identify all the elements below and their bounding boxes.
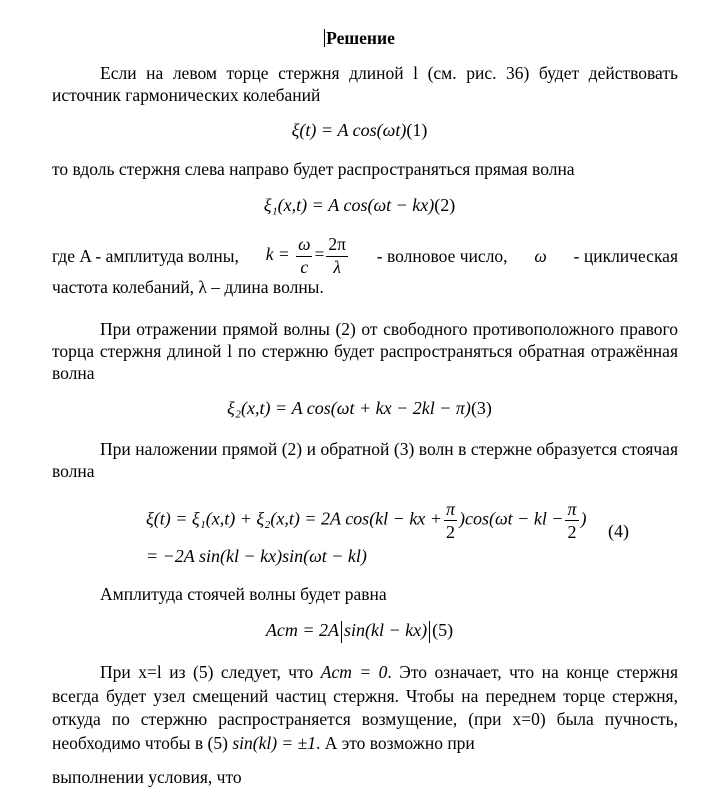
equation-4-part-a: ξ(t) = ξ₁(x,t) + ξ₂(x,t) = 2A cos(kl − kx + [146, 508, 442, 529]
equation-3 [0, 398, 719, 419]
equation-3-expr: ξ₂(x,t) = A cos(ωt + kx − 2kl − π) [227, 398, 471, 418]
equation-5-inner: sin(kl − kx) [344, 620, 428, 640]
equation-5-lhs: Aст = 2A [265, 620, 339, 640]
cut-off-text: выполнении условия, что [52, 767, 242, 787]
equation-2-expr: ξ₁(x,t) = A cos(ωt − kx) [263, 195, 435, 215]
paragraph-1: Если на левом торце стержня длиной l (см. рис. 36) будет действовать источник гармонических колебаний [52, 63, 678, 105]
frac-num: π [567, 499, 577, 519]
paragraph-3-mid: - волновое число, [376, 246, 508, 266]
paragraph-2: то вдоль стержня слева направо будет распространяться прямая волна [52, 159, 575, 179]
frac-num: π [445, 499, 455, 519]
equation-5-number: (5) [432, 620, 454, 640]
text-cursor [324, 29, 325, 47]
equation-3-number: (3) [470, 398, 492, 418]
pi-over-two-2 [565, 500, 578, 541]
paragraph-7-middle: . Это означает, что на конце стержня всегда будет узел смещений частиц стержня. Чтобы на переднем торце стержня, откуда по стержню распространяется возмущение, (при x=0) была пучность, необходимо чтобы в (5) [52, 662, 679, 753]
equation-2 [0, 195, 719, 216]
pi-over-two-1 [444, 500, 457, 541]
frac-num: ω [296, 236, 312, 257]
section-title-text: Решение [326, 28, 395, 48]
paragraph-7 [52, 661, 678, 755]
omega-over-c [296, 236, 312, 276]
paragraph-7-start: При x=l из (5) следует, что [100, 662, 314, 682]
equation-4-line-1 [146, 500, 587, 541]
equation-4-part-c: ) [580, 508, 587, 529]
wave-number-definition: k = $\frac{\omega}{c}$ = $\frac{2\pi}{\lambda}$ [265, 234, 346, 277]
paragraph-3 [52, 236, 678, 298]
frac-den: 2 [567, 522, 577, 542]
frac-den: λ [333, 256, 341, 277]
paragraph-5: При наложении прямой (2) и обратной (3) волн в стержне образуется стоячая волна [52, 439, 678, 481]
paragraph-3-start: где A - амплитуда волны, [52, 246, 239, 266]
inline-sin-condition: sin(kl) = ±1 [232, 732, 316, 753]
equation-1-number: (1) [406, 120, 428, 140]
paragraph-6: Амплитуда стоячей волны будет равна [100, 584, 387, 604]
paragraph-3-end: частота колебаний, λ – длина волны. [52, 277, 324, 297]
two-pi-over-lambda [326, 236, 348, 276]
equation-2-number: (2) [434, 195, 456, 215]
frac-den: c [300, 256, 309, 277]
equation-5 [0, 620, 719, 643]
paragraph-7-end: . А это возможно при [315, 732, 475, 753]
abs-bar-left [341, 621, 342, 643]
section-title [0, 28, 719, 49]
equation-1-expr: ξ(t) = A cos(ωt) [291, 120, 407, 140]
paragraph-3-end-a: - циклическая [573, 246, 678, 266]
inline-amplitude-zero: Aст = 0 [320, 662, 388, 682]
equation-4-line-2 [146, 546, 367, 567]
equation-4-part-b: )cos(ωt − kl − [458, 508, 564, 529]
equation-4-number: (4) [608, 521, 629, 541]
paragraph-4: При отражении прямой волны (2) от свободного противоположного правого торца стержня длиной l по стержню будет распространяться обратная отражённая волна [52, 319, 678, 383]
omega-symbol: ω [534, 246, 547, 266]
cut-off-line [52, 762, 678, 787]
frac-num: 2π [326, 236, 348, 257]
equation-1 [0, 120, 719, 141]
k-symbol: k = [265, 244, 290, 265]
frac-den: 2 [445, 522, 455, 542]
equation-4-line-2-expr: = −2A sin(kl − kx)sin(ωt − kl) [146, 546, 367, 566]
abs-bar-right [429, 621, 430, 643]
